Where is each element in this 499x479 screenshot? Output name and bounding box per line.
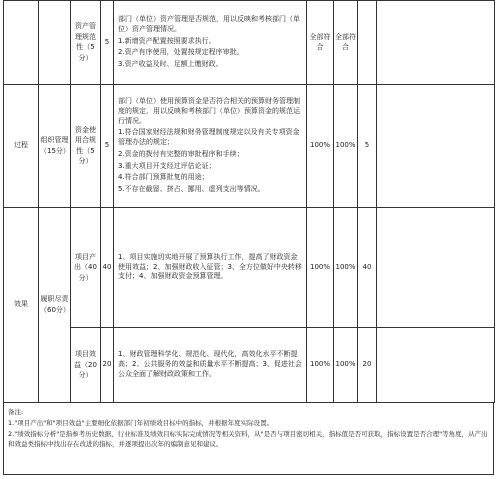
content-cell [114,328,307,403]
score-cell [358,1,377,85]
target-cell: 100% [307,208,334,328]
level3-cell [71,85,101,208]
level3-label: 项目产出（40分） [74,252,97,282]
table-row [4,208,495,328]
notes-section [3,403,494,475]
level3-cell [71,208,101,328]
content-line: 2.资产有序使用，处置按规定程序审批。 [118,48,244,57]
level3-cell [71,1,101,85]
score-cell: 40 [358,208,377,328]
weight-cell: 40 [101,208,114,328]
actual-cell: 100% [334,328,358,403]
content-cell [114,1,307,85]
level1-cell [4,1,39,85]
table-row [4,1,495,85]
actual-cell: 100% [334,85,358,208]
content-line: 部门（单位）使用预算资金是否符合相关的预算财务管理制度的规定，用以反映和考核部门（单位）预算资金的规范运行情况。 [118,96,300,125]
weight-cell: 20 [101,328,114,403]
content-line: 2.资金的拨付有完整的审批程序和手续； [118,149,244,158]
extra-cell [377,85,495,208]
level3-label: 项目效益（20分） [74,350,97,380]
content-line: 部门（单位）资产管理是否规范，用以反映和考核部门（单位）资产管理情况。 [118,15,300,33]
content-line: 1、财政管理科学化、规范化、现代化，高效化水平不断提高；2、公共服务的效益和质量水平不断提高；3、促进社会公众全面了解财政政策和工作。 [118,350,302,378]
level3-label: 资金使用合规性（5分） [75,125,96,166]
note-item: 1."项目产出"和"项目效益"主要细化依据部门年初绩效目标中的指标，并根据年度实际设置。 [8,419,274,428]
table-row [4,85,495,208]
content-line: 3.重大项目开支经过评估论证； [118,161,216,170]
level2-cell [39,85,71,208]
table-row [4,328,495,403]
content-line: 3.资产收益及时、足额上缴财政。 [118,60,223,69]
performance-evaluation-table [3,0,495,403]
content-line: 5.不存在截留、挤占、挪用、虚列支出等情况。 [118,185,265,194]
actual-cell: 全部符合 [334,1,358,85]
content-cell [114,85,307,208]
level2-label: 组织管理（15分） [40,136,70,155]
score-cell: 5 [358,85,377,208]
level2-cell [39,1,71,85]
target-cell: 100% [307,328,334,403]
content-line: 1.符合国家财经法规和财务管理制度规定以及有关专项资金管理办法的规定； [118,128,300,147]
level3-cell [71,328,101,403]
extra-cell [377,328,495,403]
level1-cell: 效果 [4,208,39,403]
content-line: 1、项目实施切实地开展了预算执行工作，提高了财政资金使用效益；2、加强财政收入征管；3、全方位做好中央转移支付；4、加强财政资金预算管理。 [118,252,302,281]
content-line: 4.符合部门预算批复的用途； [118,173,209,182]
notes-title: 备注: [8,408,24,416]
level1-cell: 过程 [4,85,39,208]
note-item: 2."绩效指标分析"是指参考历史数据、行业标准及绩效目标实际完成情况等相关资料，从"是否与项目密切相关，指标值是否可获取，指标设置是否合理"等角度，从产出和效益类指标中找出存在改进的指标，并逐项提出次年的编制意见和建议。 [8,430,488,449]
content-line: 1.新增资产配置按照要求执行。 [118,36,216,45]
target-cell: 100% [307,85,334,208]
score-cell: 20 [358,328,377,403]
extra-cell [377,1,495,85]
target-cell: 全部符合 [307,1,334,85]
level2-label: 履职尽责（60分） [40,295,70,314]
actual-cell: 100% [334,208,358,328]
content-cell [114,208,307,328]
level3-label: 资产管理规范性（5分） [75,22,96,62]
level2-cell [39,208,71,403]
weight-cell: 5 [101,1,114,85]
extra-cell [377,208,495,328]
weight-cell: 5 [101,85,114,208]
